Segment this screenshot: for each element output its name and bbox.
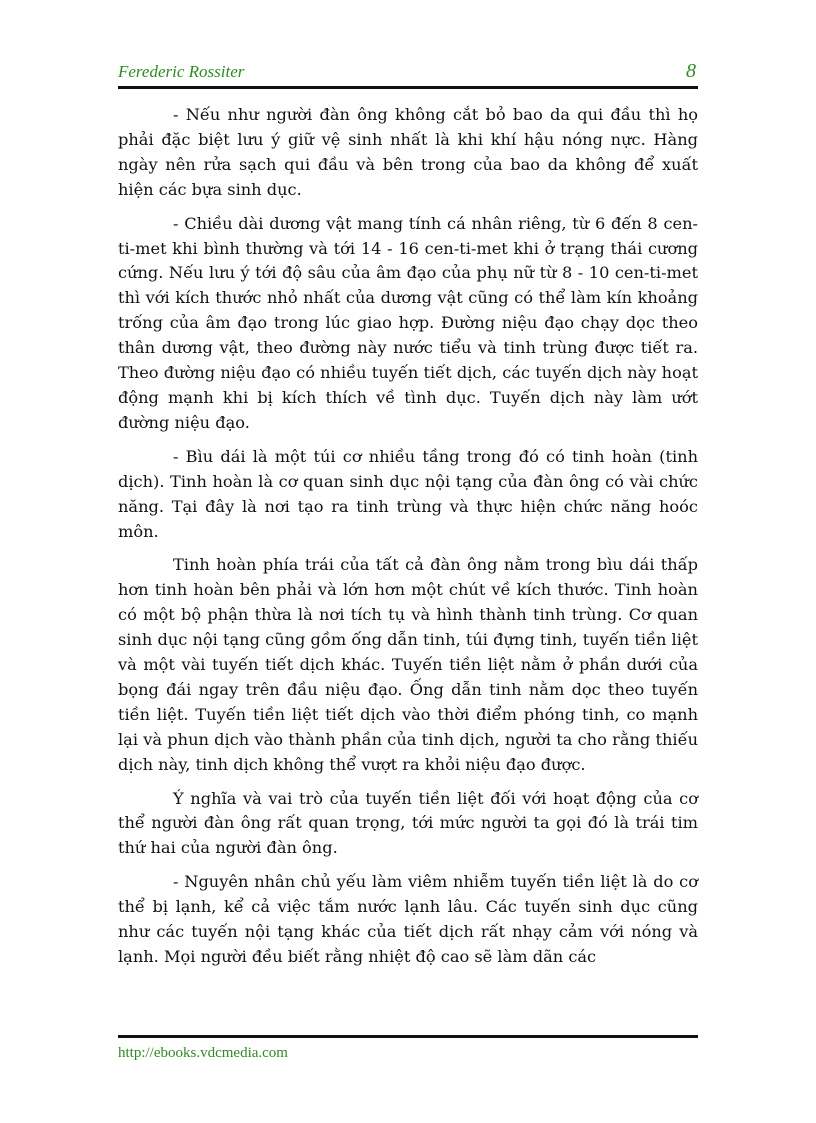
- header-divider: [118, 86, 698, 89]
- paragraph-6: - Nguyên nhân chủ yếu làm viêm nhiễm tuyến tiền liệt là do cơ thể bị lạnh, kể cả việc tắm nước lạnh lâu. Các tuyến sinh dục cũng như các tuyến nội tạng khác của tiết dịch rất nhạy cảm với nóng và lạnh. Mọi người đều biết rằng nhiệt độ cao sẽ làm dãn các: [118, 872, 698, 966]
- page-body: [118, 103, 698, 979]
- footer-divider: [118, 1035, 698, 1038]
- header-author: Ferederic Rossiter: [118, 62, 245, 81]
- page-number: 8: [686, 60, 696, 82]
- paragraph-3: - Bìu dái là một túi cơ nhiều tầng trong đó có tinh hoàn (tinh dịch). Tinh hoàn là cơ quan sinh dục nội tạng của đàn ông có vài chức năng. Tại đây là nơi tạo ra tinh trùng và thực hiện chức năng hoóc môn.: [118, 446, 698, 541]
- paragraph-5: Ý nghĩa và vai trò của tuyến tiền liệt đối với hoạt động của cơ thể người đàn ông rất quan trọng, tới mức người ta gọi đó là trái tim thứ hai của người đàn ông.: [118, 788, 698, 858]
- footer-url-link[interactable]: http://ebooks.vdcmedia.com: [118, 1045, 288, 1061]
- paragraph-4: Tinh hoàn phía trái của tất cả đàn ông nằm trong bìu dái thấp hơn tinh hoàn bên phải và lớn hơn một chút về kích thước. Tinh hoàn có một bộ phận thừa là nơi tích tụ và hình thành tinh trùng. Cơ quan sinh dục nội tạng cũng gồm ống dẫn tinh, túi đựng tinh, tuyến tiền liệt và một vài tuyến tiết dịch khác. Tuyến tiền liệt nằm ở phần dưới của bọng đái ngay trên đầu niệu đạo. Ống dẫn tinh nằm dọc theo tuyến tiền liệt. Tuyến tiền liệt tiết dịch vào thời điểm phóng tinh, co mạnh lại và phun dịch vào thành phần của tinh dịch, người ta cho rằng thiếu dịch này, tinh dịch không thể vượt ra khỏi niệu đạo được.: [118, 555, 698, 774]
- page-header: [118, 62, 698, 86]
- paragraph-1: - Nếu như người đàn ông không cắt bỏ bao da qui đầu thì họ phải đặc biệt lưu ý giữ vệ sinh nhất là khi khí hậu nóng nực. Hàng ngày nên rửa sạch qui đầu và bên trong của bao da không để xuất hiện các bựa sinh dục.: [118, 105, 698, 199]
- paragraph-2: - Chiều dài dương vật mang tính cá nhân riêng, từ 6 đến 8 cen-ti-met khi bình thường và tới 14 - 16 cen-ti-met khi ở trạng thái cương cứng. Nếu lưu ý tới độ sâu của âm đạo của phụ nữ từ 8 - 10 cen-ti-met thì với kích thước nhỏ nhất của dương vật cũng có thể làm kín khoảng trống của âm đạo trong lúc giao hợp. Đường niệu đạo chạy dọc theo thân dương vật, theo đường này nước tiểu và tinh trùng được tiết ra. Theo đường niệu đạo có nhiều tuyến tiết dịch, các tuyến dịch này hoạt động mạnh khi bị kích thích về tình dục. Tuyến dịch này làm ướt đường niệu đạo.: [118, 213, 698, 432]
